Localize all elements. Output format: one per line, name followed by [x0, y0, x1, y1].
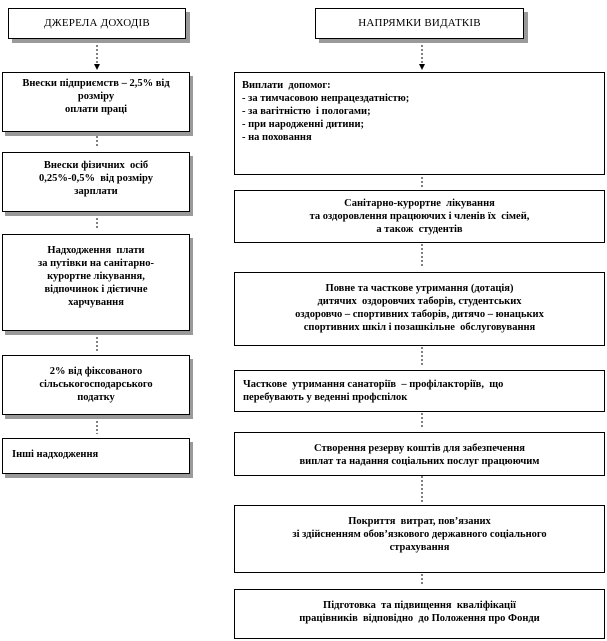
income-item-5: Інші надходження	[2, 438, 190, 474]
expense-item-7: Підготовка та підвищення кваліфікації працівників відповідно до Положення про Фонди	[234, 589, 605, 639]
expense-item-1: Виплати допомог: - за тимчасовою непрацездатністю; - за вагітністю і пологами; - при народженні дитини; - на поховання	[234, 72, 605, 175]
income-item-2: Внески фізичних осіб 0,25%-0,5% від розміру зарплати	[2, 152, 190, 212]
expenses-header	[315, 8, 524, 39]
income-header	[8, 8, 186, 39]
income-title: ДЖЕРЕЛА ДОХОДІВ	[44, 17, 150, 29]
income-item-1: Внески підприємств – 2,5% від розміру оплати праці	[2, 72, 190, 132]
expenses-title: НАПРЯМКИ ВИДАТКІВ	[358, 17, 481, 29]
expense-item-6: Покриття витрат, пов’язаних зі здійсненням обов’язкового державного соціального страхування	[234, 505, 605, 573]
expense-item-5: Створення резерву коштів для забезпечення виплат та надання соціальних послуг працюючим	[234, 432, 605, 476]
expense-item-4: Часткове утримання санаторіїв – профілакторіїв, що перебувають у веденні профспілок	[234, 370, 605, 412]
income-item-4: 2% від фіксованого сільськогосподарського податку	[2, 355, 190, 415]
income-item-3: Надходження плати за путівки на санітарно- курортне лікування, відпочинок і дієтичне харчування	[2, 234, 190, 331]
expense-item-3: Повне та часткове утримання (дотація) дитячих оздоровчих таборів, студентських оздоровчо – спортивних таборів, дитячо – юнацьких спортивних шкіл і позашкільне обслуговування	[234, 272, 605, 346]
expense-item-2: Санітарно-курортне лікування та оздоровлення працюючих і членів їх сімей, а також студентів	[234, 190, 605, 243]
